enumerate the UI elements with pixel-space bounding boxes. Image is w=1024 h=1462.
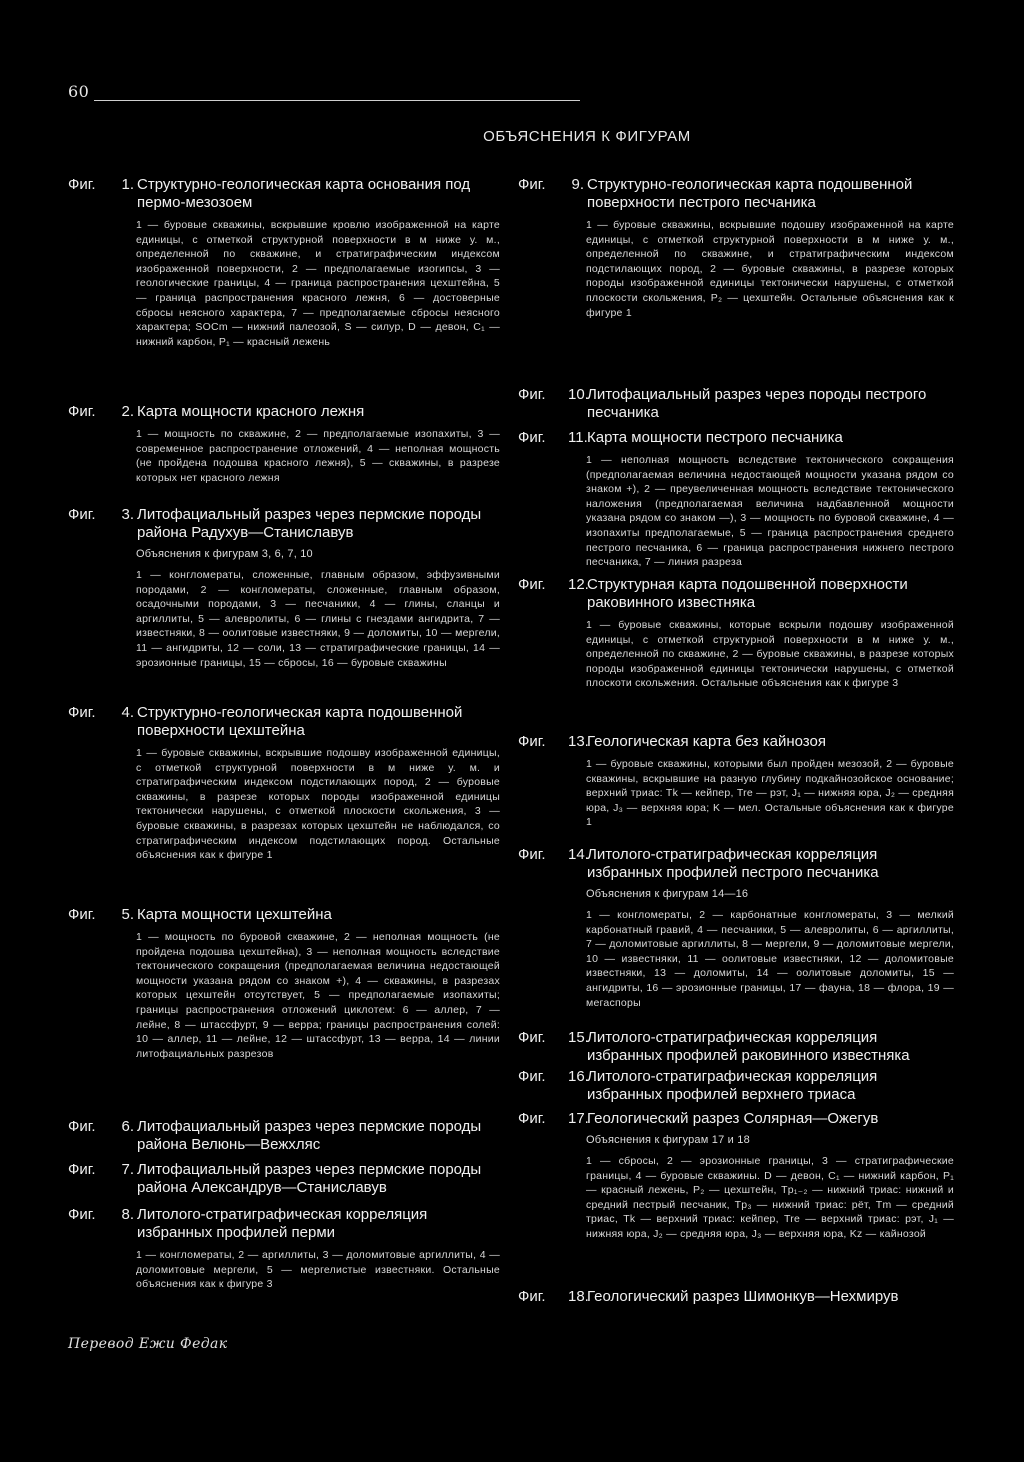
figure-title: Литофациальный разрез через породы пестрого песчаника bbox=[587, 386, 927, 421]
figure-legend-text: 1 — буровые скважины, которыми был пройден мезозой, 2 — буровые скважины, вскрывшие на разную глубину подкайнозойское основание; верхний триас: Tk — кейпер, Tre — рэт, J₁ — нижняя юра, J₂ — средняя юра, J₃ — верхняя юра; K — мел. Остальные объяснения как к фигуре 1 bbox=[586, 758, 954, 829]
figure-title: Карта мощности цехштейна bbox=[137, 906, 332, 923]
figure-number: 2. bbox=[121, 403, 134, 420]
figure-legend-text: 1 — мощность по скважине, 2 — предполагаемые изопахиты, 3 — современное распространение отложений, 4 — неполная мощность (не пройдена подошва красного лежня), 5 — скважины, в разрезе которых нет красного лежня bbox=[136, 428, 500, 484]
figure-title: Литофациальный разрез через пермские породы района Радухув—Станиславув bbox=[137, 506, 482, 541]
figure-heading bbox=[518, 1068, 954, 1104]
figure-heading bbox=[518, 733, 954, 751]
figure-legend-text: 1 — мощность по буровой скважине, 2 — неполная мощность (не пройдена подошва цехштейна), 3 — неполная мощность вследствие тектонического сокращения (предполагаемая величина недостающей мощности указана рядом со знаком +), 4 — скважины, в разрезах которых цехштейн отсутствует, 5 — предполагаемые изопахиты; границы распространения отложений циклотем: 6 — аллер, 7 — лейне, 8 — штассфурт, 9 — верра; границы распространения солей: 10 — аллер, 11 — лейне, 12 — штассфурт, 13 — верра, 14 — линии литофациальных разрезов bbox=[136, 931, 500, 1060]
figure-legend-text: 1 — сбросы, 2 — эрозионные границы, 3 — стратиграфические границы, 4 — буровые скважины. D — девон, C₁ — нижний карбон, P₁ — красный лежень, P₂ — цехштейн, Tp₁₋₂ — нижний триас: нижний и средний пестрый песчаник, Tp₃ — нижний триас: рёт, Tm — средний триас, Tk — верхний триас: кейпер, Tre — верхний триас: рэт, J₁ — нижняя юра, J₂ — средняя юра, J₃ — верхняя юра, Kz — кайнозой bbox=[586, 1155, 954, 1240]
figure-label: Фиг. bbox=[518, 1068, 546, 1085]
figure-heading bbox=[518, 576, 954, 612]
figure-label: Фиг. bbox=[518, 1029, 546, 1046]
figure-entry bbox=[518, 1068, 954, 1104]
figure-number: 9. bbox=[571, 176, 584, 193]
figure-title: Литофациальный разрез через пермские породы района Александрув—Станиславув bbox=[137, 1161, 482, 1196]
figure-number: 7. bbox=[121, 1161, 134, 1178]
figure-label: Фиг. bbox=[68, 704, 96, 721]
figure-heading bbox=[68, 176, 500, 212]
figure-title: Карта мощности пестрого песчаника bbox=[587, 429, 843, 446]
figure-label: Фиг. bbox=[518, 576, 546, 593]
figure-entry bbox=[518, 429, 954, 570]
figure-subtitle: Объяснения к фигурам 3, 6, 7, 10 bbox=[136, 548, 313, 560]
figure-title: Геологический разрез Шимонкув—Нехмирув bbox=[587, 1288, 899, 1305]
figure-title: Структурно-геологическая карта основания под пермо-мезозоем bbox=[137, 176, 471, 211]
figure-legend-text: 1 — неполная мощность вследствие тектонического сокращения (предполагаемая величина недостающей мощности указана рядом со знаком +), 2 — преувеличенная мощность вследствие тектонического наложения (предполагаемая величина надбавленной мощности указана рядом со знаком —), 3 — мощность по буровой скважине, 4 — изопахиты предполагаемые, 5 — граница распространения среднего пестрого песчаника, 6 — граница распространения нижнего пестрого песчаника, 7 — линия разреза bbox=[586, 454, 954, 569]
figure-title: Геологический разрез Солярная—Ожегув bbox=[587, 1110, 879, 1127]
figure-entry bbox=[518, 846, 954, 1010]
figure-heading bbox=[68, 906, 500, 924]
figure-label: Фиг. bbox=[68, 1118, 96, 1135]
figure-heading bbox=[518, 1110, 954, 1128]
figure-title: Структурная карта подошвенной поверхности раковинного известняка bbox=[587, 576, 908, 611]
figure-entry bbox=[68, 176, 500, 349]
figure-number: 4. bbox=[121, 704, 134, 721]
header-rule bbox=[94, 100, 580, 101]
figure-title: Структурно-геологическая карта подошвенной поверхности пестрого песчаника bbox=[587, 176, 913, 211]
figure-number: 17. bbox=[568, 1110, 589, 1127]
figure-subtitle: Объяснения к фигурам 17 и 18 bbox=[586, 1134, 750, 1146]
figure-label: Фиг. bbox=[68, 1206, 96, 1223]
figure-heading bbox=[518, 1288, 954, 1306]
figure-number: 16. bbox=[568, 1068, 589, 1085]
figure-entry bbox=[68, 506, 500, 670]
figure-entry bbox=[518, 1029, 954, 1065]
figure-title: Литолого-стратиграфическая корреляция избранных профилей раковинного известняка bbox=[587, 1029, 910, 1064]
figure-label: Фиг. bbox=[68, 176, 96, 193]
figure-entry bbox=[68, 704, 500, 863]
figure-heading bbox=[68, 403, 500, 421]
figure-number: 12. bbox=[568, 576, 589, 593]
figure-entry bbox=[518, 176, 954, 320]
figure-entry bbox=[518, 386, 954, 422]
figure-title: Литолого-стратиграфическая корреляция избранных профилей пестрого песчаника bbox=[587, 846, 879, 881]
figure-heading bbox=[518, 386, 954, 422]
figure-number: 13. bbox=[568, 733, 589, 750]
figure-legend-text: 1 — конгломераты, 2 — карбонатные конгломераты, 3 — мелкий карбонатный гравий, 4 — песчаники, 5 — алевролиты, 6 — аргиллиты, 7 — доломитовые аргиллиты, 8 — мергели, 9 — доломитовые мергели, 10 — известняки, 11 — оолитовые известняки, 12 — доломитовые известняки, 13 — доломиты, 14 — оолитовые доломиты, 15 — ангидриты, 16 — эрозионные границы, 17 — фауна, 18 — флора, 19 — мегаспоры bbox=[586, 909, 954, 1009]
figure-label: Фиг. bbox=[518, 1288, 546, 1305]
figure-heading bbox=[518, 846, 954, 882]
figure-title: Литолого-стратиграфическая корреляция избранных профилей перми bbox=[137, 1206, 428, 1241]
figure-entry bbox=[68, 1161, 500, 1197]
figure-label: Фиг. bbox=[518, 386, 546, 403]
figure-label: Фиг. bbox=[68, 906, 96, 923]
figure-label: Фиг. bbox=[518, 846, 546, 863]
figure-heading bbox=[68, 1118, 500, 1154]
figure-number: 3. bbox=[121, 506, 134, 523]
figure-label: Фиг. bbox=[68, 403, 96, 420]
figure-label: Фиг. bbox=[68, 1161, 96, 1178]
figure-number: 14. bbox=[568, 846, 589, 863]
figure-heading bbox=[68, 704, 500, 740]
figure-label: Фиг. bbox=[518, 429, 546, 446]
figure-heading bbox=[68, 1161, 500, 1197]
figure-heading bbox=[518, 429, 954, 447]
figure-legend-text: 1 — буровые скважины, вскрывшие подошву изображенной единицы, с отметкой структурной поверхности в м ниже у. м. и стратиграфическим индексом подстилающих пород, 2 — буровые скважины, в разрезе которых породы изображенной единицы тектонически нарушены, с отметкой плоскости скольжения, 3 — буровые скважины, в разрезах которых цехштейн не наблюдался, со стратиграфическим индексом подстилающих пород. Остальные объяснения как к фигуре 1 bbox=[136, 747, 500, 862]
figure-heading bbox=[518, 1029, 954, 1065]
figure-entry bbox=[518, 733, 954, 830]
figure-entry bbox=[68, 1118, 500, 1154]
page-number: 60 bbox=[68, 82, 90, 101]
figure-number: 18. bbox=[568, 1288, 589, 1305]
figure-heading bbox=[68, 1206, 500, 1242]
figure-label: Фиг. bbox=[518, 176, 546, 193]
figure-label: Фиг. bbox=[68, 506, 96, 523]
figure-title: Карта мощности красного лежня bbox=[137, 403, 365, 420]
figure-title: Литолого-стратиграфическая корреляция избранных профилей верхнего триаса bbox=[587, 1068, 878, 1103]
figure-title: Структурно-геологическая карта подошвенной поверхности цехштейна bbox=[137, 704, 463, 739]
figure-legend-text: 1 — буровые скважины, вскрывшие подошву изображенной на карте единицы, с отметкой структурной поверхности в м ниже у. м., определенной по скважине, и стратиграфическим индексом подстилающих пород, 2 — буровые скважины, в разрезе которых породы изображенной единицы тектонически нарушены, с отметкой плоскости скольжения, P₂ — цехштейн. Остальные объяснения как к фигуре 1 bbox=[586, 219, 954, 319]
figure-number: 8. bbox=[121, 1206, 134, 1223]
figure-subtitle: Объяснения к фигурам 14—16 bbox=[586, 888, 749, 900]
figure-number: 6. bbox=[121, 1118, 134, 1135]
figure-legend-text: 1 — буровые скважины, которые вскрыли подошву изображенной единицы, с отметкой структурной поверхности в м ниже у. м., определенной по скважине, 2 — буровые скважины, в разрезе которых породы изображенной единицы тектонически нарушены, с отметкой плоскоти скольжения. Остальные объяснения как к фигуре 3 bbox=[586, 619, 954, 690]
figure-number: 15. bbox=[568, 1029, 589, 1046]
figure-entry bbox=[68, 906, 500, 1061]
figure-heading bbox=[68, 506, 500, 542]
figure-heading bbox=[518, 176, 954, 212]
figure-entry bbox=[518, 1288, 954, 1306]
translator-credit: Перевод Ежи Федак bbox=[68, 1336, 228, 1352]
figure-number: 11. bbox=[568, 429, 588, 446]
figure-entry bbox=[518, 1110, 954, 1242]
figure-number: 1. bbox=[121, 176, 134, 193]
figure-number: 5. bbox=[121, 906, 134, 923]
figure-entry bbox=[68, 403, 500, 485]
figure-number: 10. bbox=[568, 386, 589, 403]
figure-label: Фиг. bbox=[518, 733, 546, 750]
figure-entry bbox=[518, 576, 954, 691]
figure-legend-text: 1 — конгломераты, 2 — аргиллиты, 3 — доломитовые аргиллиты, 4 — доломитовые мергели, 5 — мергелистые известняки. Остальные объяснения как к фигуре 3 bbox=[136, 1249, 500, 1291]
figure-legend-text: 1 — буровые скважины, вскрывшие кровлю изображенной на карте единицы, с отметкой структурной поверхности в м ниже у. м., определенной по скважине, и стратиграфическим индексом изображенной поверхности, 2 — предполагаемые изогипсы, 3 — геологические границы, 4 — граница распространения цехштейна, 5 — граница распространения красного лежня, 6 — достоверные сбросы неясного характера, 7 — предполагаемые сбросы неясного характера; SOCm — нижний палеозой, S — силур, D — девон, C₁ — нижний карбон, P₁ — красный лежень bbox=[136, 219, 500, 348]
figure-label: Фиг. bbox=[518, 1110, 546, 1127]
figure-entry bbox=[68, 1206, 500, 1292]
figure-legend-text: 1 — конгломераты, сложенные, главным образом, эффузивными породами, 2 — конгломераты, сложенные, главным образом, осадочными породами, 3 — песчаники, 4 — глины, сланцы и аргиллиты, 5 — алевролиты, 6 — глины с гнездами ангидрита, 7 — известняки, 8 — оолитовые известняки, 9 — доломиты, 10 — мергели, 11 — ангидриты, 12 — соли, 13 — стратиграфические границы, 14 — эрозионные границы, 15 — сбросы, 16 — буровые скважины bbox=[136, 569, 500, 669]
figure-title: Литофациальный разрез через пермские породы района Велюнь—Вежхляс bbox=[137, 1118, 482, 1153]
section-title: ОБЪЯСНЕНИЯ К ФИГУРАМ bbox=[483, 128, 691, 145]
figure-title: Геологическая карта без кайнозоя bbox=[587, 733, 826, 750]
